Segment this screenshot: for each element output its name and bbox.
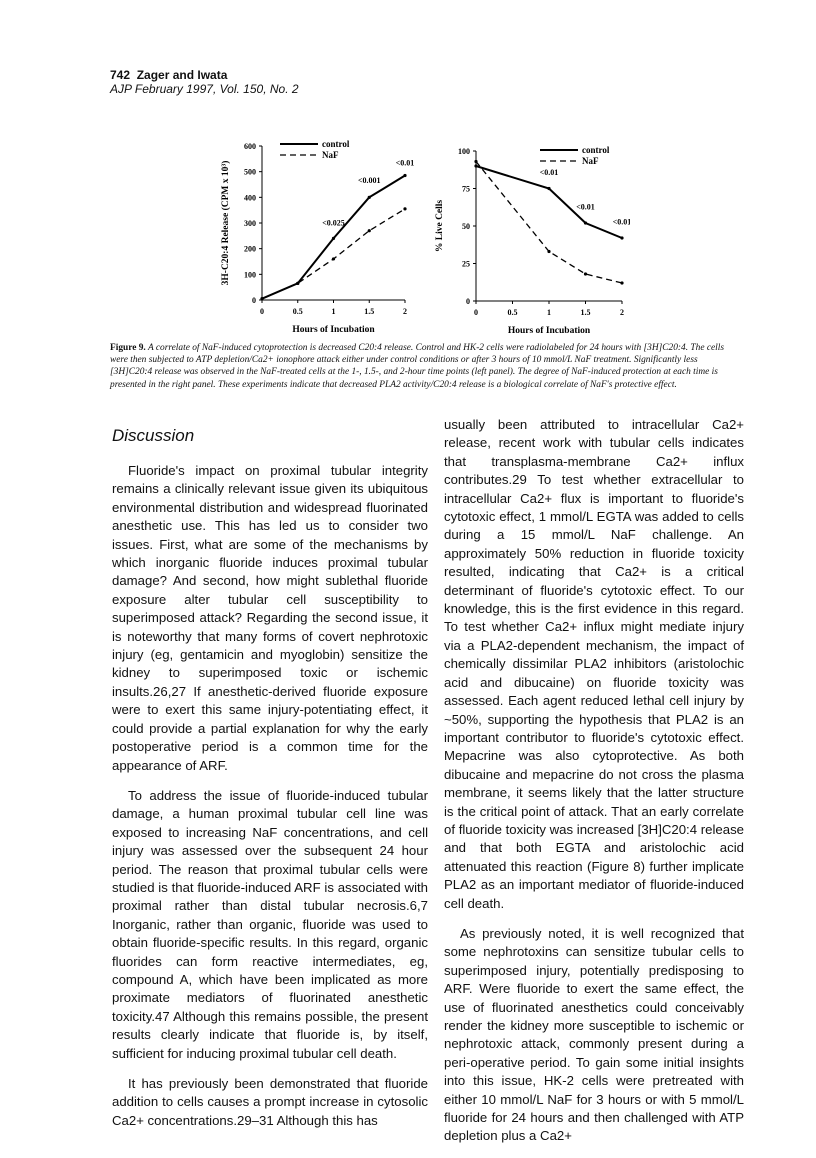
paragraph: usually been attributed to intracellular Ca2+ release, recent work with tubular cells indicates that transplasma-membrane Ca2+ influx contributes.29 To test whether extracellular to intracellular Ca2+ flux is important to fluoride's cytotoxic effect, 1 mmol/L EGTA was added to cells during a 15 mmol/L NaF challenge. An approximately 50% reduction in fluoride toxicity resulted, indicating that Ca2+ is a critical determinant of fluoride's cytotoxic effect. To our knowledge, this is the first evidence in this regard. To test whether Ca2+ influx might mediate injury via a PLA2-dependent mechanism, the impact of chemically dissimilar PLA2 inhibitors (aristolochic acid and dibucaine) on fluoride toxicity was assessed. Each agent reduced lethal cell injury by ~50%, supporting the hypothesis that PLA2 is an important contributor to fluoride's cytotoxic effect. Mepacrine was also cytoprotective. As both dibucaine and mepacrine do not cross the plasma membrane, it seems likely that the latter structure is the critical point of attack. That an early correlate of fluoride toxicity was increased [3H]C20:4 release and that both EGTA and aristolochic acid attenuated this reaction (Figure 8) further implicate PLA2 as an important mediator of fluoride-induced cell death. (444, 417, 744, 911)
caption-label: Figure 9. (110, 343, 146, 353)
y-tick-label: 25 (462, 259, 470, 269)
p-value-label: <0.01 (395, 158, 415, 168)
data-point-control (332, 237, 335, 240)
data-point-control (403, 174, 406, 177)
x-tick-label: 0.5 (292, 307, 303, 316)
x-tick-label: 0 (260, 307, 264, 316)
y-tick-label: 50 (462, 222, 470, 231)
x-tick-label: 0 (474, 308, 478, 317)
data-point-naf (260, 297, 263, 300)
series-line-naf (476, 162, 622, 284)
data-point-naf (368, 229, 371, 232)
page-number-authors (110, 68, 299, 82)
x-tick-label: 2 (620, 308, 624, 317)
y-tick-label: 100 (244, 270, 256, 280)
paragraph: As previously noted, it is well recognized that some nephrotoxins can sensitize tubular cells to superimposed injury, potentially predisposing to ARF. Were fluoride to exert the same effect, the use of fluorinated anesthetics could conceivably render the kidney more susceptible to ischemic or nephrotoxic attack, commonly present during a peri-operative period. To gain some initial insights into this issue, HK-2 cells were pretreated with either 10 mmol/L NaF for 3 hours or with 5 mmol/L fluoride for 24 hours and then challenged with ATP depletion plus a Ca2+ (444, 925, 744, 1144)
right-column (444, 416, 744, 1158)
figure-9-charts (210, 138, 630, 338)
legend-label-control: control (322, 139, 350, 149)
data-point-control (584, 221, 587, 224)
legend-label-naf: NaF (322, 150, 339, 160)
y-tick-label: 75 (462, 184, 470, 194)
x-tick-label: 1.5 (364, 307, 375, 316)
y-tick-label: 400 (244, 193, 256, 203)
data-point-naf (547, 250, 550, 253)
y-axis-label: % Live Cells (435, 199, 445, 253)
y-tick-label: 100 (458, 147, 470, 156)
p-value-label: <0.01 (612, 217, 630, 227)
y-tick-label: 0 (466, 297, 470, 306)
figure-caption (110, 342, 740, 391)
data-point-naf (620, 281, 623, 284)
data-point-control (620, 236, 623, 239)
y-tick-label: 0 (252, 296, 256, 305)
y-tick-label: 200 (244, 244, 256, 254)
x-tick-label: 1.5 (580, 308, 591, 317)
x-tick-label: 0.5 (507, 308, 518, 317)
page-number: 742 (110, 68, 131, 82)
data-point-control (547, 187, 550, 190)
paragraph: To address the issue of fluoride-induced tubular damage, a human proximal tubular cell line was exposed to increasing NaF concentrations, and cell injury was assessed over the subsequent 24 hour period. The reason that proximal tubular cells were studied is that fluoride-induced ARF is associated with proximal rather than distal tubular necrosis.6,7 Inorganic, rather than organic, fluoride was used to obtain fluoride-specific results. In this regard, organic fluorides can form reactive intermediates, eg, compound A, which have been implicated as more proximate mediators of fluorinated anesthetic toxicity.47 Although this remains possible, the present results clearly indicate that fluoride is, by itself, sufficient for inducing proximal tubular cell death. (112, 787, 428, 1061)
y-tick-label: 500 (244, 167, 256, 177)
discussion-heading: Discussion (112, 426, 195, 445)
p-value-label: <0.025 (322, 218, 345, 228)
journal-citation: AJP February 1997, Vol. 150, No. 2 (110, 82, 299, 96)
data-point-control (368, 196, 371, 199)
caption-text: A correlate of NaF-induced cytoprotection is decreased C20:4 release. Control and HK-2 cells were radiolabeled for 24 hours with [3H]C20:4. The cells were then subjected to ATP depletion/Ca2+ ionophore attack either under control conditions or after 3 hours of 10 mmol/L NaF treatment. Significantly less [3H]C20:4 release was observed in the NaF-treated cells at the 1-, 1.5-, and 2-hour time points (left panel). The degree of NaF-induced protection at each time is presented in the right panel. These experiments indicate that decreased PLA2 activity/C20:4 release is a biological correlate of NaF's protective effect. (110, 343, 725, 390)
data-point-naf (474, 160, 477, 163)
p-value-label: <0.001 (357, 176, 381, 186)
data-point-naf (332, 257, 335, 260)
data-point-naf (584, 272, 587, 275)
data-point-naf (403, 207, 406, 210)
x-tick-label: 1 (331, 307, 336, 316)
y-tick-label: 600 (244, 142, 256, 151)
x-axis-label: Hours of Incubation (292, 325, 375, 335)
x-axis-label: Hours of Incubation (507, 326, 591, 336)
running-header (110, 68, 299, 96)
authors: Zager and Iwata (136, 68, 228, 82)
paragraph: It has previously been demonstrated that fluoride addition to cells causes a prompt increase in cytosolic Ca2+ concentrations.29–31 Although this has (112, 1076, 428, 1128)
y-axis-label: 3H-C20:4 Release (CPM x 10³) (221, 160, 231, 286)
data-point-control (474, 164, 477, 167)
x-tick-label: 1 (547, 308, 551, 317)
legend-label-control: control (582, 145, 610, 155)
figure-9 (210, 138, 630, 338)
p-value-label: <0.01 (576, 202, 595, 212)
left-column (112, 426, 428, 1142)
x-tick-label: 2 (403, 307, 407, 316)
data-point-naf (296, 282, 299, 285)
paragraph: Fluoride's impact on proximal tubular integrity remains a clinically relevant issue given its ubiquitous environmental distribution and widespread fluorinated anesthetic use. This has led us to consider two issues. First, what are some of the mechanisms by which inorganic fluoride induces proximal tubular damage? And second, how might sublethal fluoride exposure alter tubular cell susceptibility to superimposed attack? Regarding the second issue, it is noteworthy that many forms of covert nephrotoxic injury (eg, gentamicin and myoglobin) sensitize the kidney to superimposed toxic or ischemic insults.26,27 If anesthetic-derived fluoride exposure were to exert this same injury-potentiating effect, it could provide a partial explanation for why the early postoperative period is a common time for the appearance of ARF. (112, 463, 428, 773)
p-value-label: <0.01 (539, 168, 559, 177)
legend-label-naf: NaF (582, 156, 599, 166)
y-tick-label: 300 (244, 219, 256, 228)
